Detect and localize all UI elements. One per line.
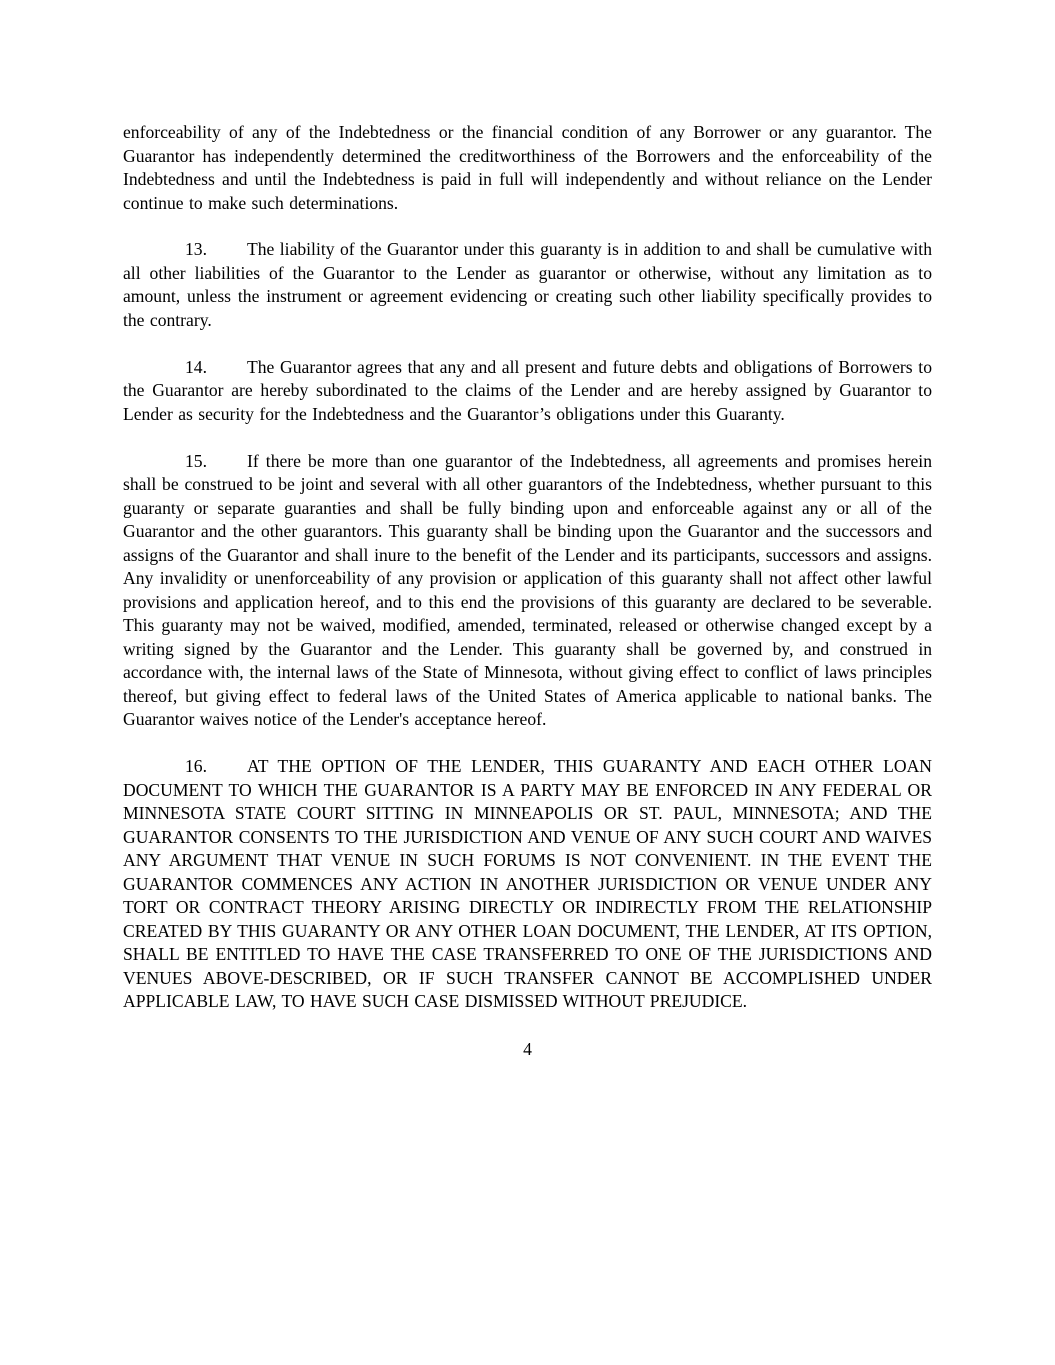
paragraph-number: 14.: [185, 356, 207, 377]
paragraph-text: The Guarantor agrees that any and all present and future debts and obligations of Borrowers to the Guarantor are hereby subordinated to the claims of the Lender and are hereby assigned by Guarantor to Lender as security for the Indebtedness and the Guarantor’s obligations under this Guaranty.: [123, 356, 932, 424]
paragraph: [123, 755, 932, 1014]
paragraph-text: The liability of the Guarantor under this guaranty is in addition to and shall be cumulative with all other liabilities of the Guarantor to the Lender as guarantor or otherwise, without any limitation as to amount, unless the instrument or agreement evidencing or creating such other liability specifically provides to the contrary.: [123, 239, 932, 330]
document-body: [123, 121, 932, 1014]
paragraph-number: 16.: [185, 756, 207, 777]
paragraph: [123, 356, 932, 427]
paragraph-text: AT THE OPTION OF THE LENDER, THIS GUARANTY AND EACH OTHER LOAN DOCUMENT TO WHICH THE GUARANTOR IS A PARTY MAY BE ENFORCED IN ANY FEDERAL OR MINNESOTA STATE COURT SITTING IN MINNEAPOLIS OR ST. PAUL, MINNESOTA; AND THE GUARANTOR CONSENTS TO THE JURISDICTION AND VENUE OF ANY SUCH COURT AND WAIVES ANY ARGUMENT THAT VENUE IN SUCH FORUMS IS NOT CONVENIENT. IN THE EVENT THE GUARANTOR COMMENCES ANY ACTION IN ANOTHER JURISDICTION OR VENUE UNDER ANY TORT OR CONTRACT THEORY ARISING DIRECTLY OR INDIRECTLY FROM THE RELATIONSHIP CREATED BY THIS GUARANTY OR ANY OTHER LOAN DOCUMENT, THE LENDER, AT ITS OPTION, SHALL BE ENTITLED TO HAVE THE CASE TRANSFERRED TO ONE OF THE JURISDICTIONS AND VENUES ABOVE-DESCRIBED, OR IF SUCH TRANSFER CANNOT BE ACCOMPLISHED UNDER APPLICABLE LAW, TO HAVE SUCH CASE DISMISSED WITHOUT PREJUDICE.: [123, 756, 932, 1012]
paragraph: [123, 450, 932, 732]
paragraph: [123, 238, 932, 332]
paragraph: [123, 121, 932, 215]
paragraph-text: If there be more than one guarantor of the Indebtedness, all agreements and promises herein shall be construed to be joint and several with all other guarantors of the Indebtedness, whether pursuant to this guaranty or separate guaranties and shall be fully binding upon and enforceable against any or all of the Guarantor and the other guarantors. This guaranty shall be binding upon the Guarantor and the successors and assigns of the Guarantor and shall inure to the benefit of the Lender and its participants, successors and assigns. Any invalidity or unenforceability of any provision or application of this guaranty shall not affect other lawful provisions and application hereof, and to this end the provisions of this guaranty are declared to be severable. This guaranty may not be waived, modified, amended, terminated, released or otherwise changed except by a writing signed by the Guarantor and the Lender. This guaranty shall be governed by, and construed in accordance with, the internal laws of the State of Minnesota, without giving effect to conflict of laws principles thereof, but giving effect to federal laws of the United States of America applicable to national banks. The Guarantor waives notice of the Lender's acceptance hereof.: [123, 450, 932, 730]
paragraph-number: 13.: [185, 239, 207, 260]
page-number: 4: [523, 1038, 532, 1059]
paragraph-number: 15.: [185, 450, 207, 471]
paragraph-text: enforceability of any of the Indebtedness or the financial condition of any Borrower or any guarantor. The Guarantor has independently determined the creditworthiness of the Borrowers and the enforceability of the Indebtedness and until the Indebtedness is paid in full will independently and without reliance on the Lender continue to make such determinations.: [123, 122, 932, 213]
